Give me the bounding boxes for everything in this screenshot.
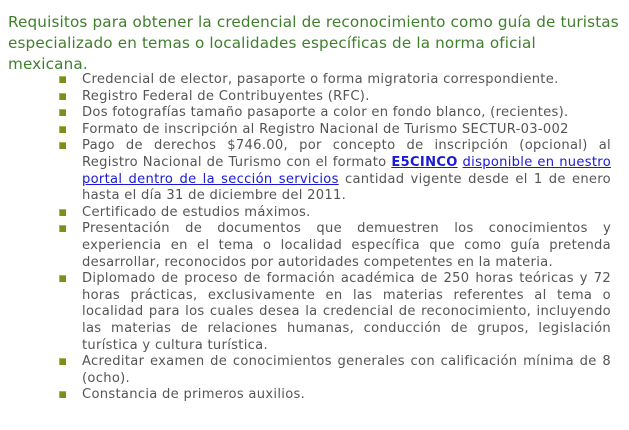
item-text: Dos fotografías tamaño pasaporte a color en fondo blanco, (recientes). xyxy=(82,105,569,121)
square-bullet-icon xyxy=(59,225,66,232)
item-text: Certificado de estudios máximos. xyxy=(82,204,311,220)
list-item xyxy=(58,221,611,271)
item-text: Presentación de documentos que demuestren los conocimientos y experiencia en el tema o localidad específica que como guía pretenda desarrollar, reconocidos por autoridades competentes en la materia. xyxy=(82,221,611,270)
square-bullet-icon xyxy=(59,358,66,365)
list-item xyxy=(58,354,611,387)
list-item xyxy=(58,105,611,122)
list-item xyxy=(58,387,611,404)
portal-services-link[interactable]: disponible en nuestro portal dentro de la sección servicios xyxy=(82,154,612,187)
square-bullet-icon xyxy=(59,76,66,83)
square-bullet-icon xyxy=(59,93,66,100)
item-text: Formato de inscripción al Registro Nacional de Turismo SECTUR-03-002 xyxy=(82,121,569,137)
list-item xyxy=(58,72,611,89)
item-text: Credencial de elector, pasaporte o forma migratoria correspondiente. xyxy=(82,72,559,87)
item-text: Diplomado de proceso de formación académica de 250 horas teóricas y 72 horas prácticas, exclusivamente en las materias referentes al tema o localidad para los cuales desea la credencial de reconocimiento, incluyendo las materias de relaciones humanas, conducción de grupos, legislación turística y cultura turística. xyxy=(82,271,611,353)
item-text: Acreditar examen de conocimientos generales con calificación mínima de 8 (ocho). xyxy=(82,354,611,386)
item-text: Registro Federal de Contribuyentes (RFC). xyxy=(82,88,370,104)
list-item-payment xyxy=(58,138,611,204)
square-bullet-icon xyxy=(59,209,66,216)
list-item xyxy=(58,271,611,354)
square-bullet-icon xyxy=(59,126,66,133)
list-item xyxy=(58,205,611,222)
square-bullet-icon xyxy=(59,391,66,398)
e5cinco-link[interactable]: E5CINCO xyxy=(391,154,458,170)
square-bullet-icon xyxy=(59,142,66,149)
square-bullet-icon xyxy=(59,109,66,116)
list-item xyxy=(58,122,611,139)
item-text: Constancia de primeros auxilios. xyxy=(82,387,306,403)
list-item xyxy=(58,89,611,106)
square-bullet-icon xyxy=(59,275,66,282)
page-title: Requisitos para obtener la credencial de reconocimiento como guía de turistas especializado en temas o localidades específicas de la norma oficial mexicana. xyxy=(8,13,619,73)
item-text: cantidad vigente desde el 1 de enero hasta el día 31 de diciembre del 2011. xyxy=(82,171,611,204)
requirements-list xyxy=(58,72,611,404)
item-text: Pago de derechos $746.00, por concepto de inscripción (opcional) al Registro Nacional de Turismo con el formato xyxy=(82,138,611,170)
